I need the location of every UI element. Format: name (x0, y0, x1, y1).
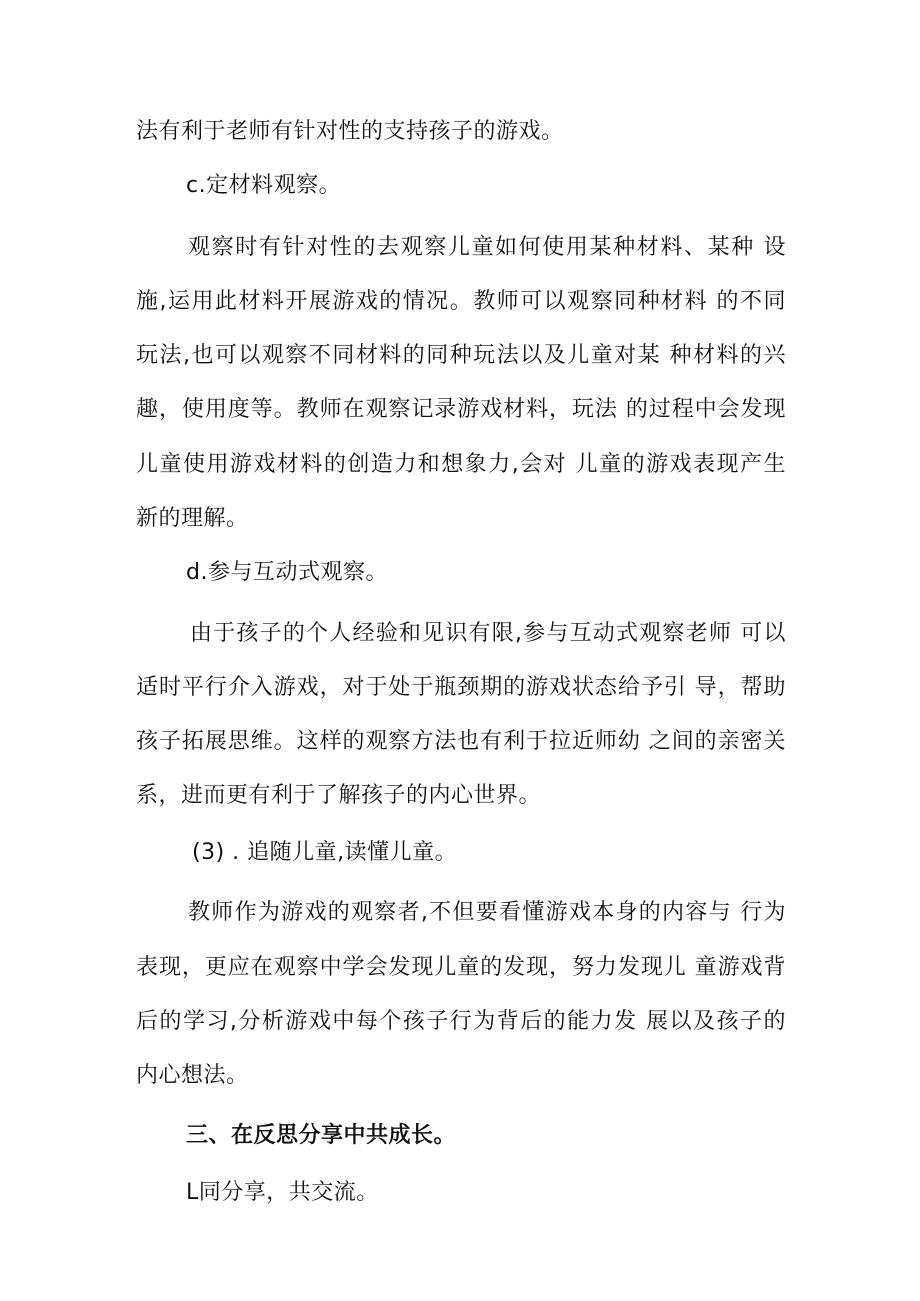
section-label-c: c.定材料观察。 (186, 173, 342, 198)
paragraph-line: 趣，使用度等。教师在观察记录游戏材料，玩法 的过程中会发现 (136, 397, 786, 422)
paragraph-line: 孩子拓展思维。这样的观察方法也有利于拉近师幼 之间的亲密关 (136, 729, 786, 754)
section-heading-3: 三、在反思分享中共成长。 (186, 1123, 457, 1148)
paragraph-line: 表现，更应在观察中学会发现儿童的发现，努力发现儿 童游戏背 (136, 955, 786, 980)
paragraph-line: 新的理解。 (136, 506, 249, 531)
paragraph-line: 观察时有针对性的去观察儿童如何使用某种材料、某种 设 (188, 235, 786, 260)
paragraph-line: 施,运用此材料开展游戏的情况。教师可以观察同种材料 的不同 (136, 289, 786, 314)
paragraph-line: 适时平行介入游戏，对于处于瓶颈期的游戏状态给予引 导，帮助 (136, 675, 786, 700)
paragraph-line: 后的学习,分析游戏中每个孩子行为背后的能力发 展以及孩子的 (136, 1009, 786, 1034)
section-label-d: d.参与互动式观察。 (186, 560, 388, 585)
paragraph-line: 儿童使用游戏材料的创造力和想象力,会对 儿童的游戏表现产生 (136, 452, 786, 477)
paragraph-line: 玩法,也可以观察不同材料的同种玩法以及儿童对某 种材料的兴 (136, 343, 786, 368)
paragraph-line: 法有利于老师有针对性的支持孩子的游戏。 (136, 119, 564, 144)
paragraph-line: 系，进而更有利于了解孩子的内心世界。 (136, 783, 542, 808)
paragraph-line: 教师作为游戏的观察者,不但要看懂游戏本身的内容与 行为 (188, 900, 786, 925)
subsection-label: L同分享，共交流。 (186, 1180, 379, 1205)
section-label-3: (3) . 追随儿童,读懂儿童。 (192, 840, 458, 865)
paragraph-line: 由于孩子的个人经验和见识有限,参与互动式观察老师 可以 (190, 621, 786, 646)
paragraph-line: 内心想法。 (136, 1063, 249, 1088)
